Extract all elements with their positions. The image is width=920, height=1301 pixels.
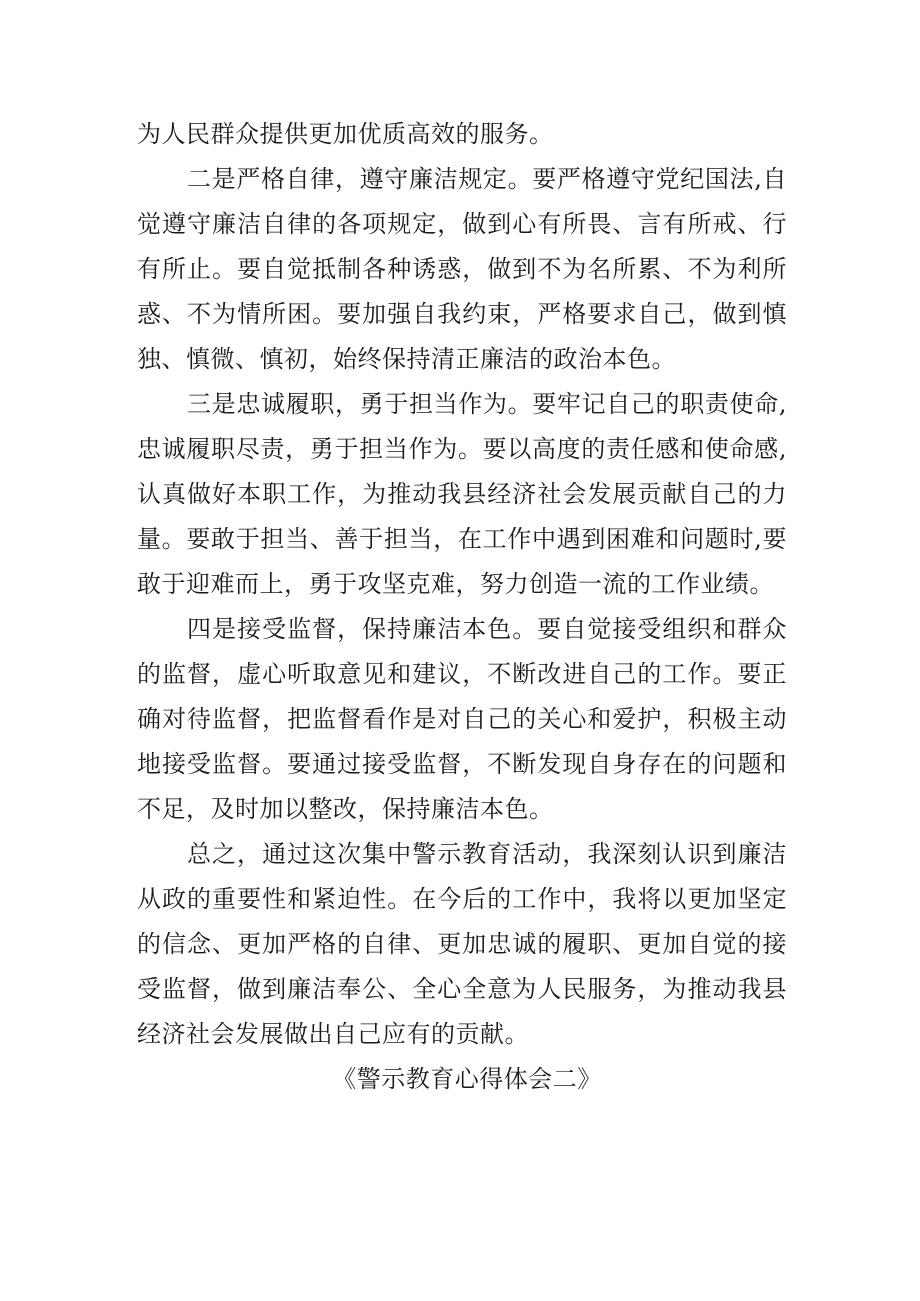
document-body <box>137 112 787 1102</box>
paragraph-conclusion: 总之，通过这次集中警示教育活动，我深刻认识到廉洁从政的重要性和紧迫性。在今后的工作中，我将以更加坚定的信念、更加严格的自律、更加忠诚的履职、更加自觉的接受监督，做到廉洁奉公、全心全意为人民服务，为推动我县经济社会发展做出自己应有的贡献。 <box>137 840 787 1048</box>
paragraph-continuation: 为人民群众提供更加优质高效的服务。 <box>137 120 554 148</box>
next-section-title: 《警示教育心得体会二》 <box>332 1065 602 1093</box>
paragraph-point-two: 二是严格自律，遵守廉洁规定。要严格遵守党纪国法,自觉遵守廉洁自律的各项规定，做到心有所畏、言有所戒、行有所止。要自觉抵制各种诱惑，做到不为名所累、不为利所惑、不为情所困。要加强自我约束，严格要求自己，做到慎独、慎微、慎初，始终保持清正廉洁的政治本色。 <box>137 165 787 373</box>
paragraph-point-three: 三是忠诚履职，勇于担当作为。要牢记自己的职责使命,忠诚履职尽责，勇于担当作为。要以高度的责任感和使命感,认真做好本职工作，为推动我县经济社会发展贡献自己的力量。要敢于担当、善于担当，在工作中遇到困难和问题时,要敢于迎难而上，勇于攻坚克难，努力创造一流的工作业绩。 <box>137 390 787 598</box>
paragraph-point-four: 四是接受监督，保持廉洁本色。要自觉接受组织和群众的监督，虚心听取意见和建议，不断改进自己的工作。要正确对待监督，把监督看作是对自己的关心和爱护，积极主动地接受监督。要通过接受监督，不断发现自身存在的问题和不足，及时加以整改，保持廉洁本色。 <box>137 615 787 823</box>
